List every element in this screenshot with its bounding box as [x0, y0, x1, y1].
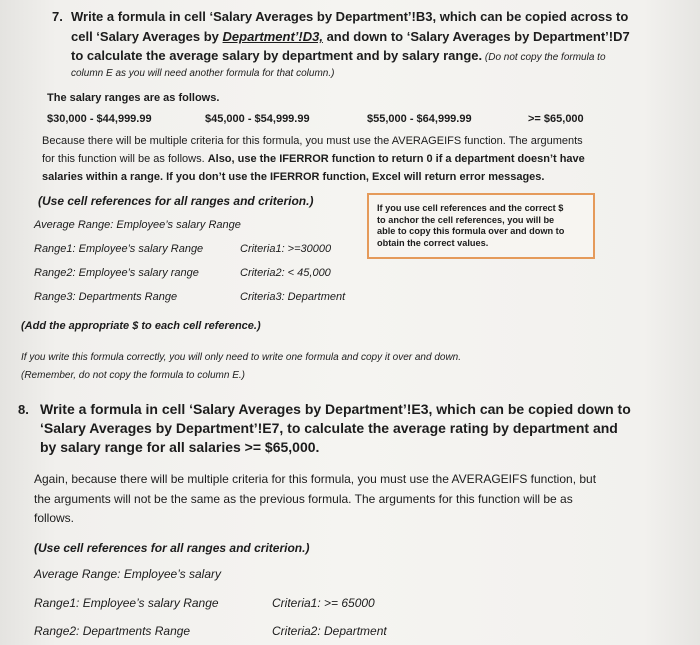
q7-line2-c: and down to ‘Salary Averages by Department’!D7 [322, 29, 630, 44]
range-item-1: $30,000 - $44,999.99 [47, 113, 152, 125]
q8-para-line3: follows. [34, 511, 75, 525]
q7-range2: Range2: Employee’s salary range [34, 267, 199, 279]
q8-line2: ‘Salary Averages by Department’!E7, to calculate the average rating by department and [40, 420, 618, 436]
q7-line3-a: to calculate the average salary by department and by salary range. [71, 48, 483, 63]
q8-criteria2: Criteria2: Department [272, 624, 387, 638]
q8-range1: Range1: Employee’s salary Range [34, 596, 219, 610]
q8-avg-range: Average Range: Employee’s salary [34, 567, 221, 581]
q8-range2: Range2: Departments Range [34, 624, 191, 638]
q7-add-dollar: (Add the appropriate $ to each cell reference.) [21, 320, 261, 332]
q7-para-line1: Because there will be multiple criteria for this formula, you must use the AVERAGEIFS function. The arguments [42, 135, 583, 147]
q7-para-line2-a: for this function will be as follows. [42, 153, 208, 165]
ranges-title: The salary ranges are as follows. [47, 92, 220, 104]
q7-line3-b: (Do not copy the formula to [482, 52, 606, 63]
q7-para-line2-b: Also, use the IFERROR function to return 0 if a department doesn’t have [207, 153, 585, 165]
q7-para-line2 [42, 153, 585, 165]
q7-remember: (Remember, do not copy the formula to column E.) [21, 370, 245, 381]
q8-line3: by salary range for all salaries >= $65,000. [40, 439, 320, 455]
q8-use-refs: (Use cell references for all ranges and criterion.) [34, 541, 310, 555]
q8-criteria1: Criteria1: >= 65000 [272, 596, 375, 610]
q7-line1: Write a formula in cell ‘Salary Averages by Department’!B3, which can be copied across to [71, 9, 629, 24]
q7-para-line3: salaries within a range. If you don’t use the IFERROR function, Excel will return error messages. [42, 171, 545, 183]
hint-box-line4: obtain the correct values. [377, 237, 489, 248]
range-item-2: $45,000 - $54,999.99 [205, 113, 310, 125]
q7-if-write: If you write this formula correctly, you will only need to write one formula and copy it over and down. [21, 352, 462, 363]
q7-line2-a: cell ‘Salary Averages by [71, 29, 223, 44]
q7-line4: column E as you will need another formula for that column.) [71, 68, 335, 79]
q7-criteria2: Criteria2: < 45,000 [240, 267, 331, 279]
q7-criteria3: Criteria3: Department [240, 291, 346, 303]
q7-criteria1: Criteria1: >=30000 [240, 243, 332, 255]
q8-number: 8. [18, 402, 29, 417]
range-item-4: >= $65,000 [528, 113, 584, 125]
hint-box-line3: able to copy this formula over and down to [377, 226, 565, 237]
q8-line1: Write a formula in cell ‘Salary Averages by Department’!E3, which can be copied down to [40, 401, 631, 417]
range-item-3: $55,000 - $64,999.99 [367, 113, 472, 125]
q7-range3: Range3: Departments Range [34, 291, 178, 303]
hint-box [367, 193, 595, 259]
q7-avg-range: Average Range: Employee’s salary Range [34, 219, 241, 231]
q7-line2 [71, 29, 630, 44]
q7-line2-b: Department’!D3, [222, 29, 323, 44]
q8-para-line1: Again, because there will be multiple criteria for this formula, you must use the AVERAGEIFS function, but [34, 472, 597, 486]
hint-box-line2: to anchor the cell references, you will be [377, 214, 555, 225]
q7-use-refs: (Use cell references for all ranges and criterion.) [38, 194, 314, 208]
q7-range1: Range1: Employee’s salary Range [34, 243, 204, 255]
q7-line3 [71, 48, 606, 63]
q8-para-line2: the arguments will not be the same as the previous formula. The arguments for this function will be as [34, 492, 573, 506]
q7-number: 7. [52, 9, 63, 24]
hint-box-line1: If you use cell references and the correct $ [377, 203, 564, 213]
